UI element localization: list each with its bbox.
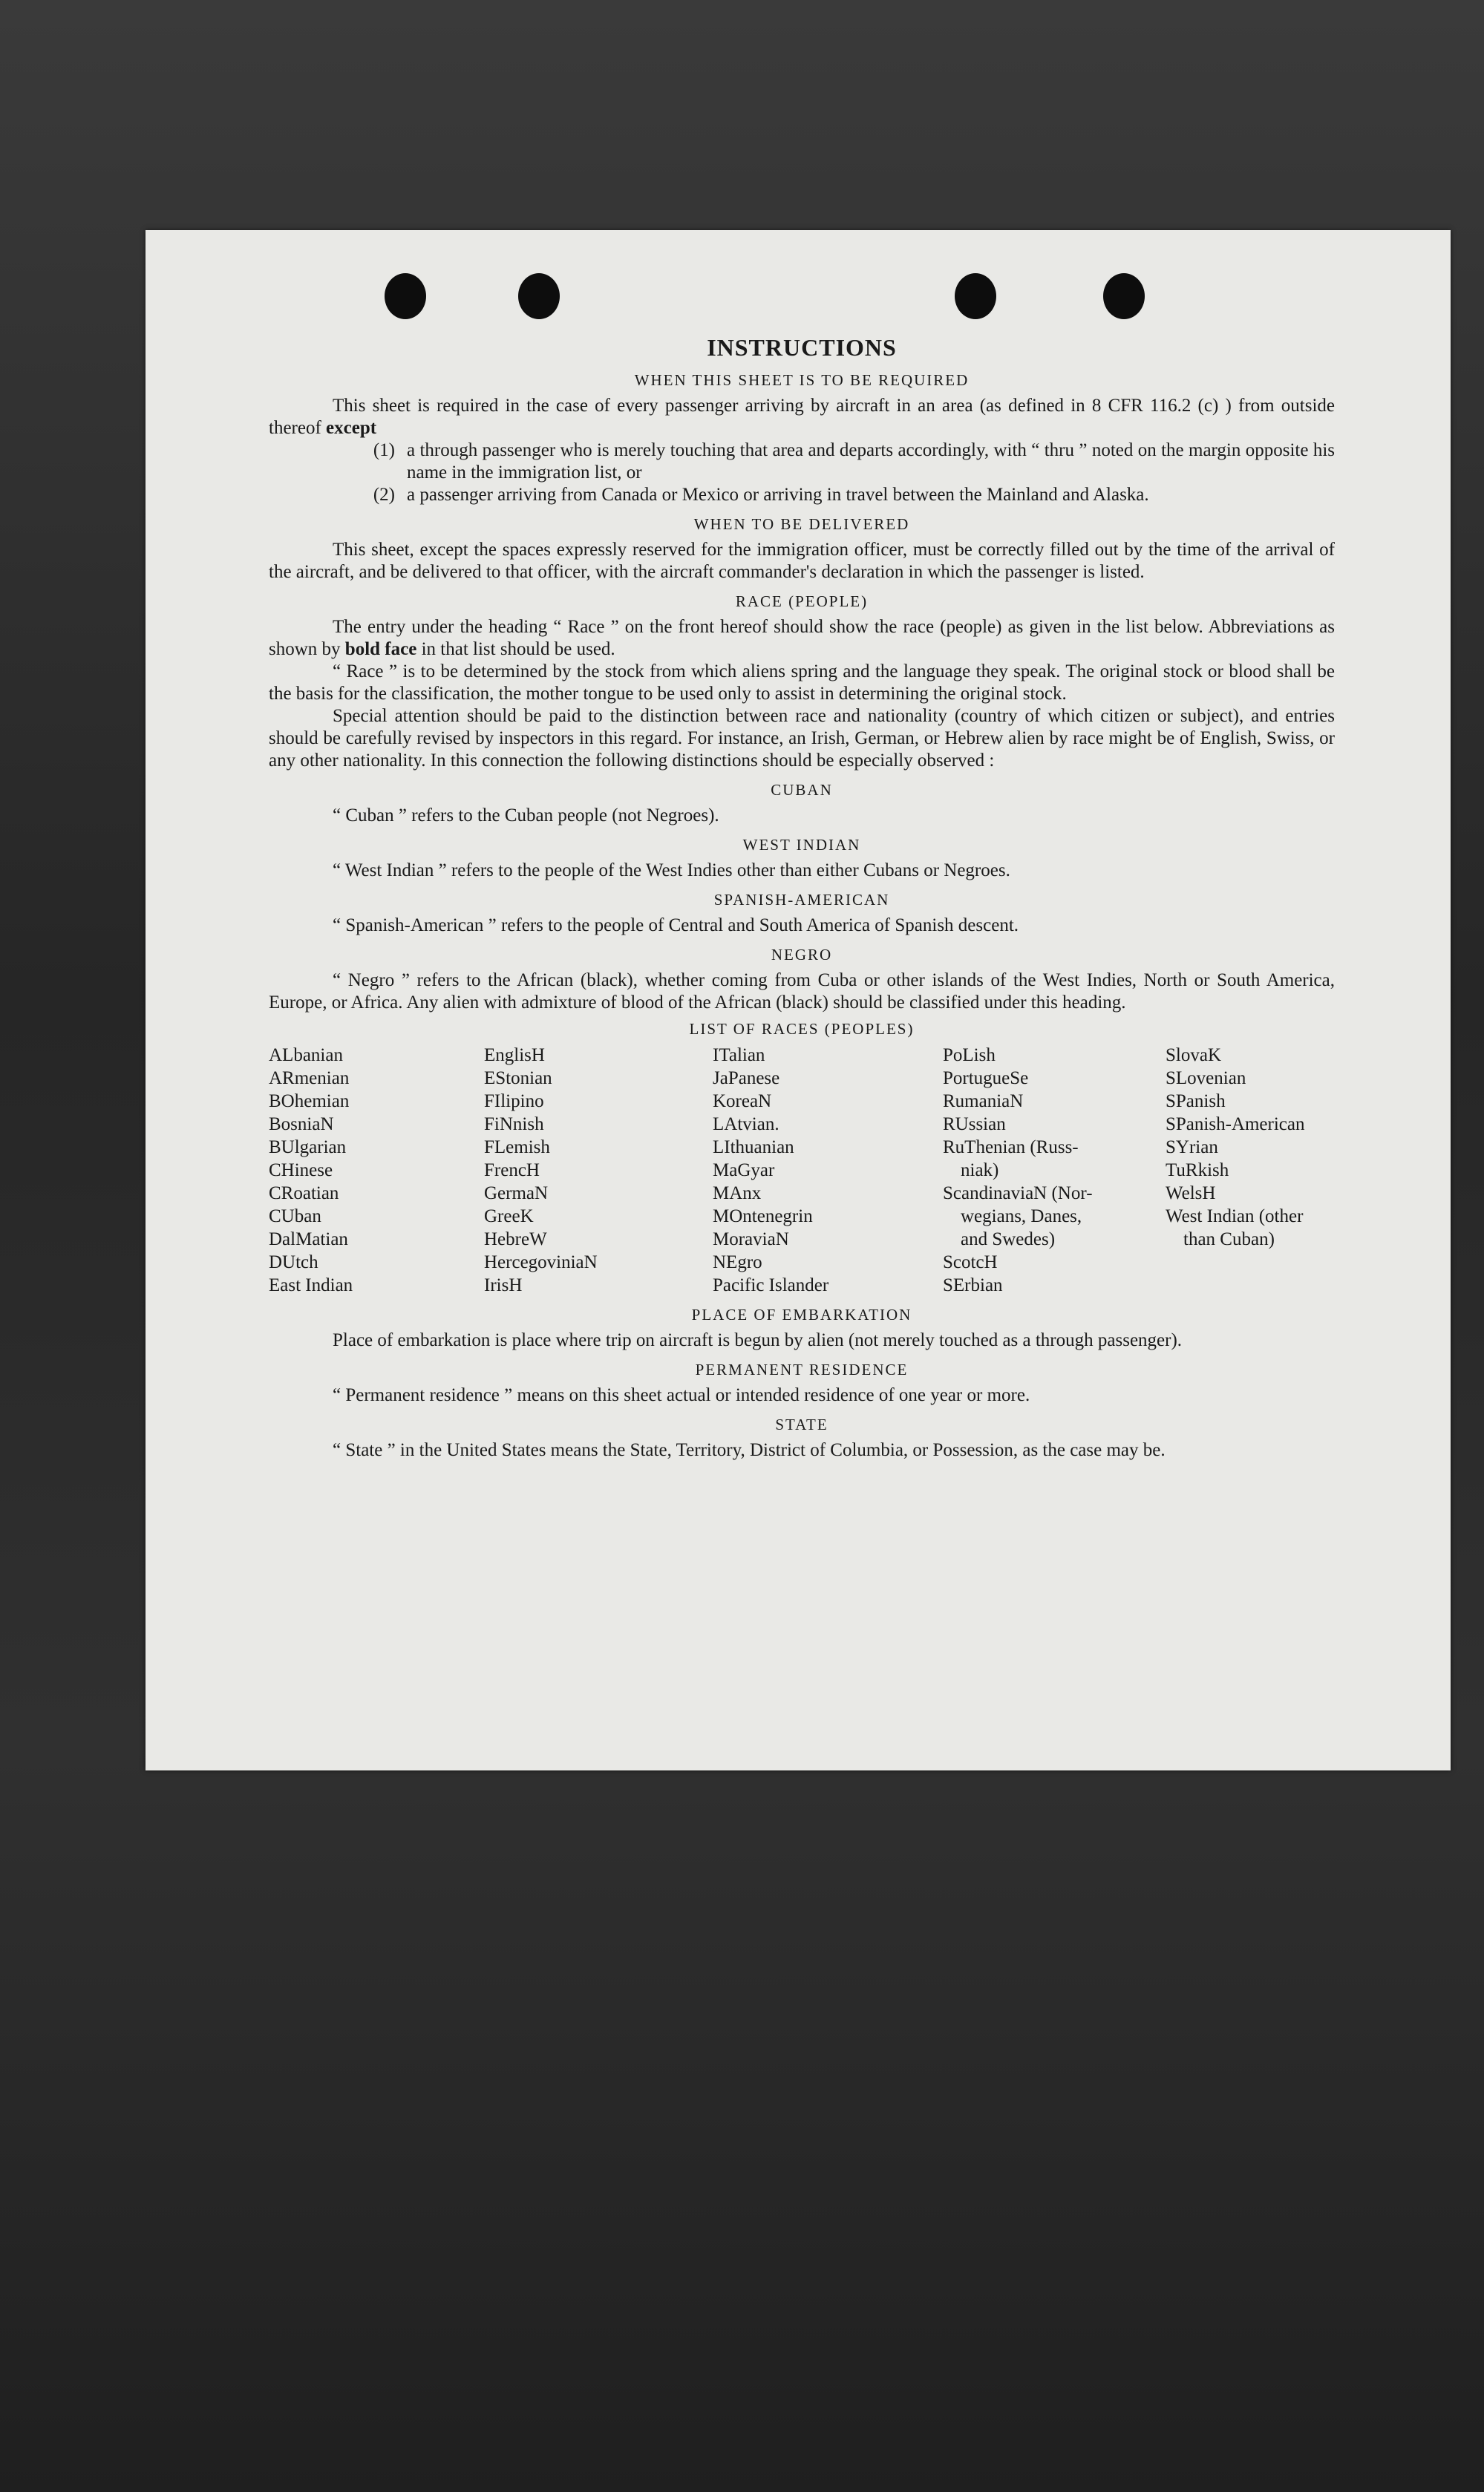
cuban-text: “ Cuban ” refers to the Cuban people (not Negroes).: [333, 805, 719, 825]
section-heading-west-indian: WEST INDIAN: [742, 836, 861, 854]
race-entry: IrisH: [484, 1275, 523, 1295]
item-number: (2): [373, 485, 395, 505]
race-entry: HercegoviniaN: [484, 1252, 598, 1272]
race-entry: than Cuban): [1183, 1229, 1275, 1249]
section-heading-negro: NEGRO: [771, 946, 833, 964]
race-entry: DUtch: [269, 1252, 318, 1272]
race-entry: CHinese: [269, 1160, 333, 1180]
race-entry: FrencH: [484, 1160, 540, 1180]
race-entry: ITalian: [713, 1045, 765, 1065]
race-entry: BUlgarian: [269, 1137, 347, 1157]
race-entry: FIlipino: [484, 1091, 544, 1111]
race-entry: WelsH: [1166, 1183, 1216, 1203]
punch-hole: [955, 273, 996, 319]
section-heading-cuban: CUBAN: [771, 781, 833, 799]
when-required-intro: This sheet is required in the case of every passenger arriving by aircraft in an area (as defined in 8 CFR 116.2 (c) ) from outside thereof except: [269, 396, 1335, 438]
race-entry: SYrian: [1166, 1137, 1218, 1157]
race-entry: GreeK: [484, 1206, 534, 1226]
race-entry: CUban: [269, 1206, 321, 1226]
race-paragraph-1: The entry under the heading “ Race ” on the front hereof should show the race (people) as given in the list below. Abbreviations as shown by bold face in that list should be used.: [269, 617, 1335, 659]
race-entry: NEgro: [713, 1252, 762, 1272]
race-entry: CRoatian: [269, 1183, 339, 1203]
race-entry: ARmenian: [269, 1068, 350, 1088]
section-heading-list-of-races: LIST OF RACES (PEOPLES): [689, 1020, 915, 1038]
race-entry: BosniaN: [269, 1114, 334, 1134]
race-entry: FLemish: [484, 1137, 550, 1157]
race-entry: MaGyar: [713, 1160, 775, 1180]
race-entry: ScotcH: [943, 1252, 998, 1272]
race-entry: MOntenegrin: [713, 1206, 813, 1226]
races-column: [943, 1044, 1166, 1297]
punch-hole: [1103, 273, 1145, 319]
race-entry: PoLish: [943, 1045, 996, 1065]
section-heading-spanish-american: SPANISH-AMERICAN: [713, 891, 890, 909]
race-entry: LAtvian.: [713, 1114, 779, 1134]
embarkation-text: Place of embarkation is place where trip on aircraft is begun by alien (not merely touched as a through passenger).: [333, 1330, 1183, 1350]
race-entry: HebreW: [484, 1229, 547, 1249]
race-entry: GermaN: [484, 1183, 549, 1203]
race-entry: LIthuanian: [713, 1137, 794, 1157]
when-delivered-text: This sheet, except the spaces expressly reserved for the immigration officer, must be correctly filled out by the time of the arrival of the aircraft, and be delivered to that officer, with the aircraft commander's declaration in which the passenger is listed.: [269, 540, 1335, 582]
spanish-american-text: “ Spanish-American ” refers to the people of Central and South America of Spanish descent.: [333, 915, 1019, 935]
section-heading-when-delivered: WHEN TO BE DELIVERED: [693, 515, 910, 533]
race-entry: EStonian: [484, 1068, 552, 1088]
list-item: [269, 484, 1335, 506]
race-entry: TuRkish: [1166, 1160, 1229, 1180]
race-entry: PortugueSe: [943, 1068, 1029, 1088]
sheet-content: [269, 333, 1335, 1462]
race-entry: RuThenian (Russ-: [943, 1137, 1079, 1157]
bold-face-emphasis: bold face: [344, 639, 417, 659]
race-entry: niak): [961, 1160, 999, 1180]
negro-text: “ Negro ” refers to the African (black), whether coming from Cuba or other islands of the West Indies, North or South America, Europe, or Africa. Any alien with admixture of blood of the African (black) should be classified under this heading.: [269, 970, 1335, 1013]
race-entry: DalMatian: [269, 1229, 348, 1249]
race-entry: ALbanian: [269, 1045, 343, 1065]
state-text: “ State ” in the United States means the State, Territory, District of Columbia, or Possession, as the case may be.: [333, 1440, 1166, 1460]
race-entry: JaPanese: [713, 1068, 780, 1088]
section-heading-permanent-residence: PERMANENT RESIDENCE: [695, 1361, 909, 1379]
races-column: [269, 1044, 484, 1297]
races-column: [484, 1044, 713, 1297]
races-table: [269, 1044, 1335, 1297]
race-entry: SlovaK: [1166, 1045, 1221, 1065]
except-emphasis: except: [326, 418, 377, 438]
race-entry: KoreaN: [713, 1091, 772, 1111]
race-paragraph-3: Special attention should be paid to the distinction between race and nationality (country of which citizen or subject), and entries should be carefully revised by inspectors in this regard. For instance, an Irish, German, or Hebrew alien by race might be of English, Swiss, or any other nationality. In this connection the following distinctions should be especially observed :: [269, 706, 1335, 771]
punch-hole: [385, 273, 426, 319]
race-entry: MAnx: [713, 1183, 762, 1203]
punch-hole: [518, 273, 560, 319]
race-entry: EnglisH: [484, 1045, 545, 1065]
race-entry: RumaniaN: [943, 1091, 1024, 1111]
item-text: a through passenger who is merely touching that area and departs accordingly, with “ thru ” noted on the margin opposite his name in the immigration list, or: [407, 440, 1335, 483]
race-entry: Pacific Islander: [713, 1275, 829, 1295]
list-item: [269, 439, 1335, 484]
instruction-sheet: [146, 230, 1451, 1770]
section-heading-when-required: WHEN THIS SHEET IS TO BE REQUIRED: [634, 371, 970, 389]
race-entry: East Indian: [269, 1275, 353, 1295]
race-entry: West Indian (other: [1166, 1206, 1304, 1226]
section-heading-embarkation: PLACE OF EMBARKATION: [691, 1306, 912, 1324]
race-entry: FiNnish: [484, 1114, 544, 1134]
west-indian-text: “ West Indian ” refers to the people of the West Indies other than either Cubans or Negroes.: [333, 860, 1010, 880]
races-column: [713, 1044, 943, 1297]
section-heading-state: STATE: [775, 1416, 828, 1433]
race-entry: RUssian: [943, 1114, 1006, 1134]
race-entry: wegians, Danes,: [961, 1206, 1082, 1226]
race-paragraph-2: “ Race ” is to be determined by the stock from which aliens spring and the language they speak. The original stock or blood shall be the basis for the classification, the mother tongue to be used only to assist in determining the original stock.: [269, 661, 1335, 704]
section-heading-race: RACE (PEOPLE): [735, 592, 869, 610]
residence-text: “ Permanent residence ” means on this sheet actual or intended residence of one year or more.: [333, 1385, 1030, 1405]
item-number: (1): [373, 440, 395, 460]
item-text: a passenger arriving from Canada or Mexico or arriving in travel between the Mainland and Alaska.: [407, 485, 1149, 505]
race-entry: SPanish: [1166, 1091, 1226, 1111]
race-entry: SErbian: [943, 1275, 1003, 1295]
race-entry: ScandinaviaN (Nor-: [943, 1183, 1093, 1203]
page-title: INSTRUCTIONS: [707, 334, 897, 361]
race-entry: SPanish-American: [1166, 1114, 1305, 1134]
races-column: [1166, 1044, 1335, 1297]
race-entry: MoraviaN: [713, 1229, 789, 1249]
race-entry: BOhemian: [269, 1091, 350, 1111]
race-entry: SLovenian: [1166, 1068, 1246, 1088]
race-entry: and Swedes): [961, 1229, 1056, 1249]
